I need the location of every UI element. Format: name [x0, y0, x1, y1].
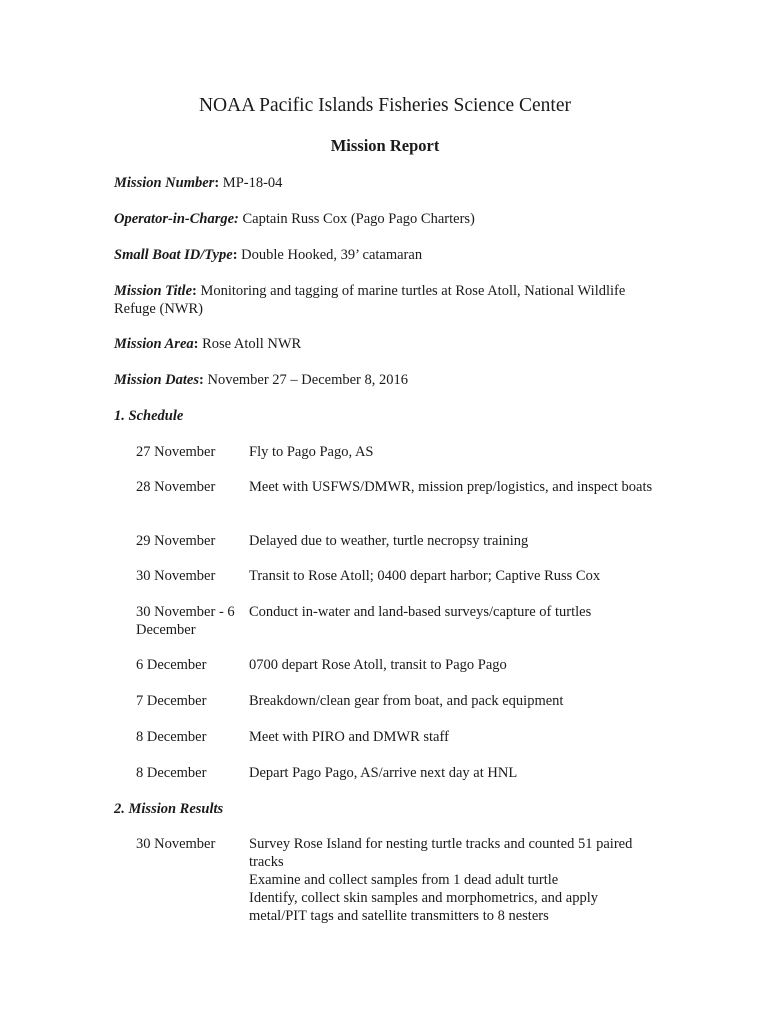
results-heading: 2. Mission Results — [114, 801, 224, 817]
mission-number-field: Mission Number: MP-18-04 — [114, 175, 283, 191]
mission-area-field: Mission Area: Rose Atoll NWR — [114, 336, 302, 352]
results-description-line: Identify, collect skin samples and morphometrics, and apply metal/PIT tags and satellite transmitters to 8 nesters — [249, 890, 598, 924]
schedule-description-line: Depart Pago Pago, AS/arrive next day at HNL — [249, 765, 518, 781]
mission-title-value: Monitoring and tagging of marine turtles at Rose Atoll, National Wildlife Refuge (NWR) — [114, 283, 626, 317]
small-boat-value: Double Hooked, 39’ catamaran — [237, 247, 423, 263]
schedule-description-line: 0700 depart Rose Atoll, transit to Pago Pago — [249, 657, 507, 673]
schedule-description-line: Fly to Pago Pago, AS — [249, 444, 374, 460]
schedule-description — [249, 603, 659, 621]
results-description-line: Survey Rose Island for nesting turtle tracks and counted 51 paired tracks — [249, 836, 633, 870]
results-description — [249, 835, 659, 925]
schedule-description-line: Transit to Rose Atoll; 0400 depart harbor; Captive Russ Cox — [249, 568, 601, 584]
schedule-date: 27 November — [136, 444, 216, 460]
schedule-description-line: Conduct in-water and land-based surveys/capture of turtles — [249, 604, 592, 620]
schedule-date: 6 December — [136, 657, 207, 673]
schedule-description-line: Delayed due to weather, turtle necropsy training — [249, 533, 529, 549]
schedule-description — [249, 478, 659, 496]
schedule-date: 28 November — [136, 479, 216, 495]
operator-value: Captain Russ Cox (Pago Pago Charters) — [238, 211, 475, 227]
schedule-description — [249, 764, 659, 782]
schedule-date: 30 November - 6 December — [136, 604, 235, 638]
schedule-date: 7 December — [136, 693, 207, 709]
mission-area-label: Mission Area — [114, 336, 194, 352]
mission-number-value: MP-18-04 — [219, 175, 283, 191]
results-description-line: Examine and collect samples from 1 dead adult turtle — [249, 872, 559, 888]
schedule-date: 30 November — [136, 568, 216, 584]
schedule-description — [249, 567, 659, 585]
mission-area-value: Rose Atoll NWR — [198, 336, 302, 352]
schedule-date: 8 December — [136, 765, 207, 781]
schedule-heading: 1. Schedule — [114, 408, 184, 424]
report-title: Mission Report — [330, 136, 440, 155]
schedule-description-line: Breakdown/clean gear from boat, and pack equipment — [249, 693, 564, 709]
mission-title-field: Mission Title: Monitoring and tagging of marine turtles at Rose Atoll, National Wildlife Refuge (NWR) — [114, 283, 626, 317]
small-boat-label: Small Boat ID/Type — [114, 247, 233, 263]
small-boat-field: Small Boat ID/Type: Double Hooked, 39’ catamaran — [114, 247, 423, 263]
schedule-description — [249, 692, 659, 710]
mission-dates-field: Mission Dates: November 27 – December 8, 2016 — [114, 372, 409, 388]
schedule-description — [249, 443, 659, 461]
schedule-description — [249, 728, 659, 746]
mission-dates-label: Mission Dates — [114, 372, 200, 388]
mission-dates-value: November 27 – December 8, 2016 — [203, 372, 409, 388]
schedule-date: 8 December — [136, 729, 207, 745]
schedule-description-line: Meet with PIRO and DMWR staff — [249, 729, 449, 745]
organization-heading: NOAA Pacific Islands Fisheries Science Center — [198, 95, 572, 116]
mission-number-label: Mission Number — [114, 175, 215, 191]
schedule-description-line: Meet with USFWS/DMWR, mission prep/logistics, and inspect boats — [249, 479, 653, 495]
results-date: 30 November — [136, 836, 216, 852]
schedule-description — [249, 532, 659, 550]
schedule-date: 29 November — [136, 533, 216, 549]
schedule-description — [249, 656, 659, 674]
mission-title-label: Mission Title — [114, 283, 193, 299]
operator-label: Operator-in-Charge: — [114, 211, 239, 227]
operator-field — [114, 210, 674, 228]
